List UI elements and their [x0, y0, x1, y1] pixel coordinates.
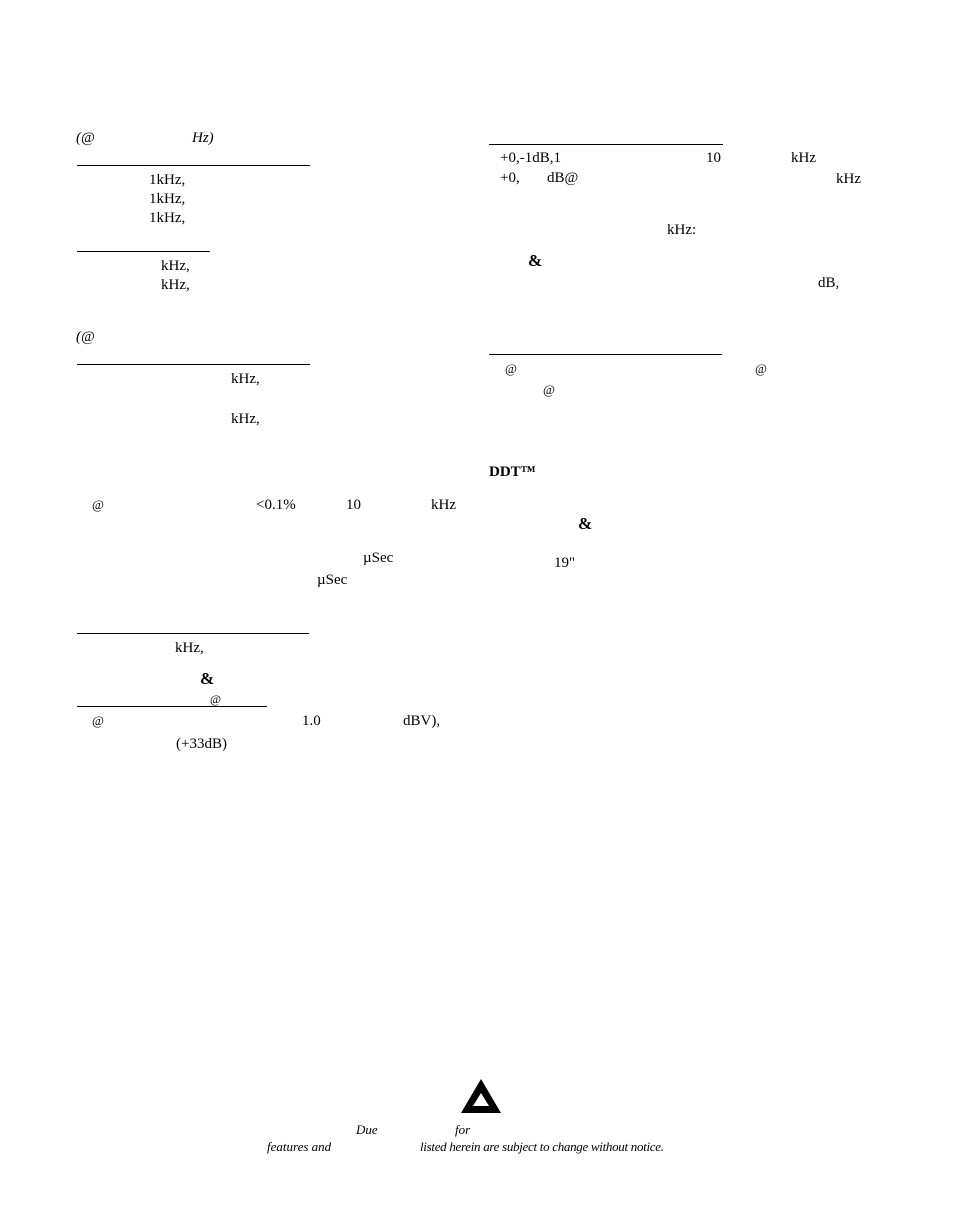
left-rule-1	[77, 165, 310, 166]
left-rule-5	[77, 706, 267, 707]
right-khz-b: kHz	[836, 171, 861, 187]
left-rule-3	[77, 364, 310, 365]
left-rule-2	[77, 251, 210, 252]
left-khz-2a: kHz,	[161, 258, 190, 274]
left-section2-at: (@	[76, 329, 95, 345]
right-rule-2	[489, 354, 722, 355]
left-khz-3b: kHz,	[231, 411, 260, 427]
left-thd-value: <0.1%	[256, 497, 296, 513]
right-rack-size: 19"	[554, 555, 576, 571]
footer-notice-tail: listed herein are subject to change without notice.	[420, 1139, 664, 1154]
right-at-b: @	[755, 361, 767, 376]
left-usec-1: µSec	[363, 550, 394, 566]
right-freq-resp-1: +0,-1dB,1	[500, 150, 561, 166]
left-khz-1a: 1kHz,	[149, 172, 186, 188]
footer-features-and: features and	[267, 1139, 332, 1154]
left-at-1: @	[92, 497, 104, 512]
right-khz-a: kHz	[791, 150, 816, 166]
left-khz-5: kHz,	[175, 640, 204, 656]
right-num-10: 10	[706, 150, 721, 166]
left-at-small: @	[210, 692, 222, 706]
right-at-a: @	[505, 361, 517, 376]
right-khz-colon: kHz:	[667, 222, 697, 238]
left-khz-1b: 1kHz,	[149, 191, 186, 207]
left-rule-4	[77, 633, 309, 634]
right-db-comma: dB,	[818, 275, 840, 291]
left-khz-3a: kHz,	[231, 371, 260, 387]
right-at-c: @	[543, 382, 555, 397]
footer-due: Due	[356, 1122, 378, 1137]
left-dbv: dBV),	[403, 713, 441, 729]
footer-for: for	[455, 1122, 471, 1137]
right-amp-1: &	[528, 251, 543, 270]
left-heading-hz: Hz)	[192, 130, 214, 146]
left-khz-4: kHz	[431, 497, 456, 513]
right-freq-resp-2: +0,	[500, 170, 520, 186]
right-ddt: DDT™	[489, 464, 536, 480]
left-level-value: 1.0	[302, 713, 321, 729]
left-khz-2b: kHz,	[161, 277, 190, 293]
left-heading-at: (@	[76, 130, 95, 146]
right-amp-2: &	[578, 514, 593, 533]
left-usec-2: µSec	[317, 572, 348, 588]
right-db-at: dB@	[547, 170, 579, 186]
left-gain: (+33dB)	[176, 736, 227, 752]
left-khz-1c: 1kHz,	[149, 210, 186, 226]
left-num-10: 10	[346, 497, 361, 513]
left-at-2: @	[92, 713, 104, 728]
left-amp: &	[200, 669, 215, 688]
right-rule-1	[489, 144, 723, 145]
warning-triangle-icon	[460, 1078, 502, 1114]
